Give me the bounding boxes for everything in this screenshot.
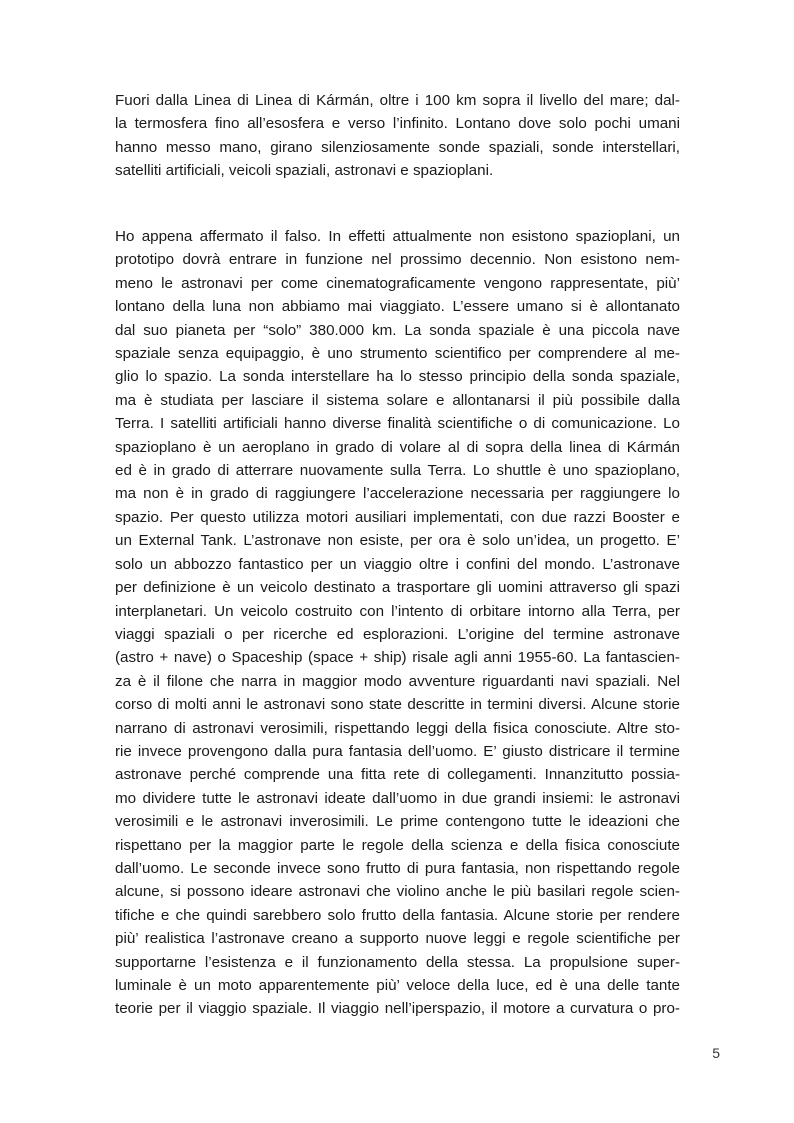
text-line: narrano di astronavi verosimili, rispettando leggi della fisica conosciute. Altre sto- [115,719,680,737]
text-line: luminale è un moto apparentemente più’ veloce della luce, ed è una delle tante [115,977,680,994]
text-line: Fuori dalla Linea di Linea di Kármán, oltre i 100 km sopra il livello del mare; dal- [115,92,680,109]
text-line: glio lo spazio. La sonda interstellare ha lo stesso principio della sonda spaziale, [115,368,680,386]
text-line: viaggi spaziali o per ricerche ed esplorazioni. L’origine del termine astronave [115,625,680,643]
text-line: hanno messo mano, girano silenziosamente sonde spaziali, sonde interstellari, [115,138,680,156]
text-line: ma è studiata per lasciare il sistema solare e allontanarsi il più possibile dalla [115,391,680,409]
text-line: meno le astronavi per come cinematograficamente vengono rappresentate, più’ [115,274,680,292]
text-line: lontano della luna non abbiamo mai viaggiato. L’essere umano si è allontanato [115,298,680,316]
text-line: mo dividere tutte le astronavi ideate dall’uomo in due grandi insiemi: le astronavi [115,789,680,807]
text-line: corso di molti anni le astronavi sono state descritte in termini diversi. Alcune storie [115,696,680,714]
text-line: per definizione è un veicolo destinato a trasportare gli uomini attraverso gli spazi [115,579,680,597]
text-line: satelliti artificiali, veicoli spaziali, astronavi e spazioplani. [115,162,494,180]
text-line: interplanetari. Un veicolo costruito con l’intento di orbitare intorno alla Terra, per [115,602,680,620]
text-line: più’ realistica l’astronave creano a supporto nuove leggi e regole scientifiche per [115,930,680,948]
text-line: alcune, si possono ideare astronavi che violino anche le più basilari regole scien- [115,883,680,901]
text-line: astronave perché comprende una fitta rete di collegamenti. Innanzitutto possia- [115,766,680,784]
text-line: prototipo dovrà entrare in funzione nel prossimo decennio. Non esistono nem- [115,251,680,269]
text-line: dal suo pianeta per “solo” 380.000 km. La sonda spaziale è una piccola nave [115,321,680,339]
text-line: ed è in grado di atterrare nuovamente sulla Terra. Lo shuttle è uno spazioplano, [115,462,680,480]
text-line: supportarne l’esistenza e il funzionamento della stessa. La propulsione super- [115,953,680,971]
text-line: spazio. Per questo utilizza motori ausiliari implementati, con due razzi Booster e [115,508,680,526]
text-line: rispettano per la maggior parte le regole della scienza e della fisica conosciute [115,836,680,854]
text-line: verosimili e le astronavi inverosimili. Le prime contengono tutte le ideazioni che [115,813,680,831]
text-line: Terra. I satelliti artificiali hanno diverse finalità scientifiche o di comunicazione. Lo [115,415,680,433]
page-number: 5 [712,1045,720,1061]
paragraph-intro [115,89,680,183]
text-line: tifiche e che quindi sarebbero solo frutto della fantasia. Alcune storie per rendere [115,906,680,924]
text-line: solo un abbozzo fantastico per un viaggio oltre i confini del mondo. L’astronave [115,555,680,573]
text-line: un External Tank. L’astronave non esiste, per ora è solo un’idea, un progetto. E’ [115,532,680,550]
text-line: za è il filone che narra in maggior modo avventure riguardanti navi spaziali. Nel [115,672,680,690]
text-line: ma non è in grado di raggiungere l’accelerazione necessaria per raggiungere lo [115,485,680,503]
text-line: spaziale senza equipaggio, è uno strumento scientifico per comprendere al me- [115,345,680,363]
text-line: dall’uomo. Le seconde invece sono frutto di pura fantasia, non rispettando regole [115,859,680,877]
text-line: teorie per il viaggio spaziale. Il viaggio nell’iperspazio, il motore a curvatura o pro- [115,1000,680,1018]
text-line: rie invece provengono dalla pura fantasia dell’uomo. E’ giusto districare il termine [115,742,680,760]
text-line: (astro + nave) o Spaceship (space + ship) risale agli anni 1955-60. La fantascien- [115,649,680,667]
text-line: la termosfera fino all’esosfera e verso l’infinito. Lontano dove solo pochi umani [115,115,680,133]
text-line: spazioplano è un aeroplano in grado di volare al di sopra della linea di Kármán [115,438,680,456]
text-line: Ho appena affermato il falso. In effetti attualmente non esistono spazioplani, un [115,228,680,245]
paragraph-main [115,225,680,1021]
